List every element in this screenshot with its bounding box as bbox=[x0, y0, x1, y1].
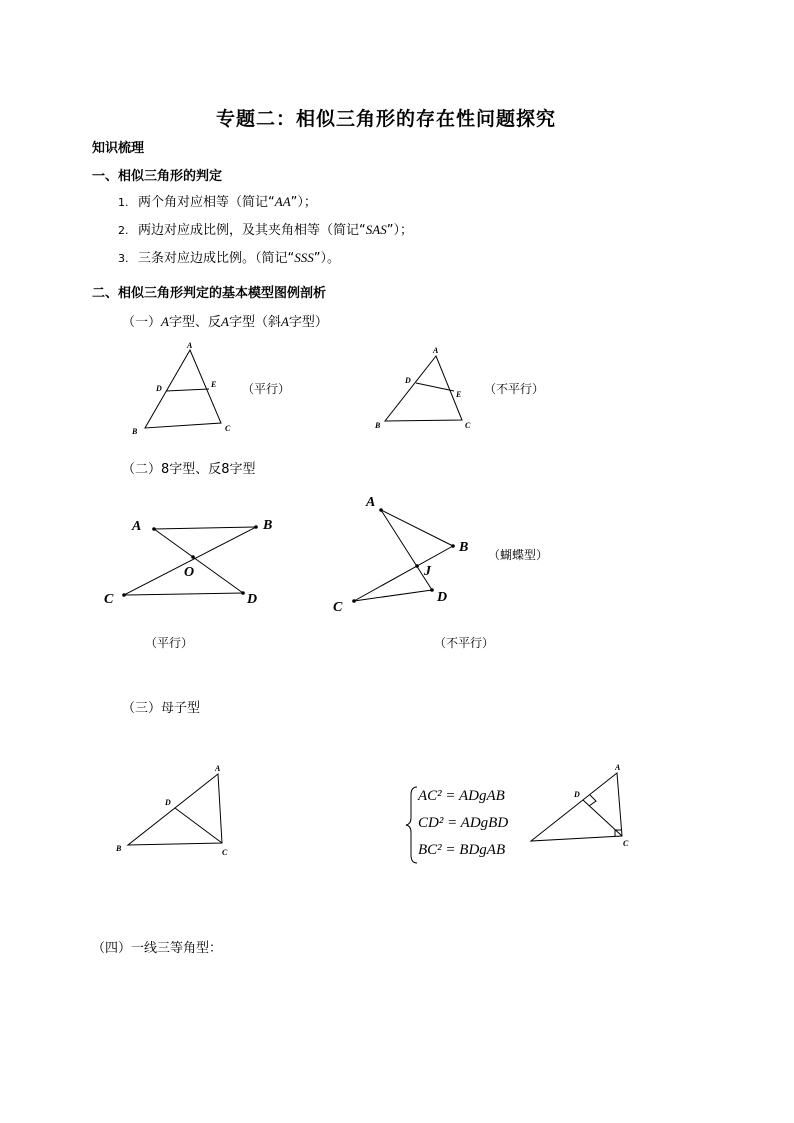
altitude-cd bbox=[583, 800, 622, 836]
label-a: A bbox=[215, 764, 221, 773]
right-angle-mark bbox=[589, 795, 596, 806]
label-d: D bbox=[156, 384, 162, 393]
label-e: E bbox=[456, 390, 462, 399]
label-c: C bbox=[104, 592, 114, 607]
page-title: 专题二：相似三角形的存在性问题探究 bbox=[216, 108, 557, 130]
label-c: C bbox=[623, 839, 629, 848]
label-d: D bbox=[165, 798, 171, 807]
equation: AC² = ADgAB bbox=[418, 788, 505, 804]
label-b: B bbox=[375, 421, 381, 430]
caption-nonparallel: （不平行） bbox=[434, 636, 495, 650]
label-o: O bbox=[184, 565, 195, 580]
caption-butterfly: （蝴蝶型） bbox=[488, 548, 549, 562]
caption-parallel: （平行） bbox=[145, 636, 194, 650]
label-c: C bbox=[465, 421, 471, 430]
triangle-abc bbox=[531, 773, 622, 841]
label-b: B bbox=[459, 540, 469, 555]
label-a: A bbox=[433, 346, 439, 355]
equation: CD² = ADgBD bbox=[418, 815, 509, 831]
item-number: 3. bbox=[118, 252, 129, 265]
label-c: C bbox=[222, 848, 228, 857]
caption-parallel: （平行） bbox=[242, 382, 291, 396]
label-b: B bbox=[116, 844, 122, 853]
subsection-4-heading: （四）一线三等角型： bbox=[92, 941, 223, 956]
criterion-item: 1. 两个角对应相等（简记“AA”）； bbox=[118, 194, 317, 210]
label-a: A bbox=[615, 763, 621, 772]
item-number: 2. bbox=[118, 224, 129, 237]
label-j: J bbox=[424, 564, 431, 579]
equation: BC² = BDgAB bbox=[418, 842, 506, 858]
criterion-item: 2. 两边对应成比例，及其夹角相等（简记“SAS”）； bbox=[118, 222, 413, 238]
subsection-1-heading: （一）A字型、反A字型（斜A字型） bbox=[122, 314, 328, 330]
label-b: B bbox=[132, 427, 138, 436]
label-d: D bbox=[405, 376, 411, 385]
section-2-heading: 二、相似三角形判定的基本模型图例剖析 bbox=[92, 286, 327, 301]
label-c: C bbox=[225, 424, 231, 433]
item-number: 1. bbox=[118, 196, 129, 209]
label-a: A bbox=[187, 341, 193, 350]
section-label: 知识梳理 bbox=[92, 141, 145, 156]
section-1-heading: 一、相似三角形的判定 bbox=[92, 169, 223, 184]
criterion-item: 3. 三条对应边成比例。（简记“SSS”）。 bbox=[118, 250, 340, 266]
caption-nonparallel: （不平行） bbox=[484, 382, 545, 396]
label-a: A bbox=[132, 519, 142, 534]
label-d: D bbox=[574, 790, 580, 799]
label-b: B bbox=[263, 518, 273, 533]
subsection-2-heading: （二）8字型、反8字型 bbox=[122, 462, 256, 477]
label-a: A bbox=[366, 495, 376, 510]
subsection-3-heading: （三）母子型 bbox=[122, 701, 201, 716]
label-d: D bbox=[247, 592, 258, 607]
label-e: E bbox=[211, 380, 217, 389]
label-d: D bbox=[437, 590, 448, 605]
label-c: C bbox=[333, 600, 343, 615]
